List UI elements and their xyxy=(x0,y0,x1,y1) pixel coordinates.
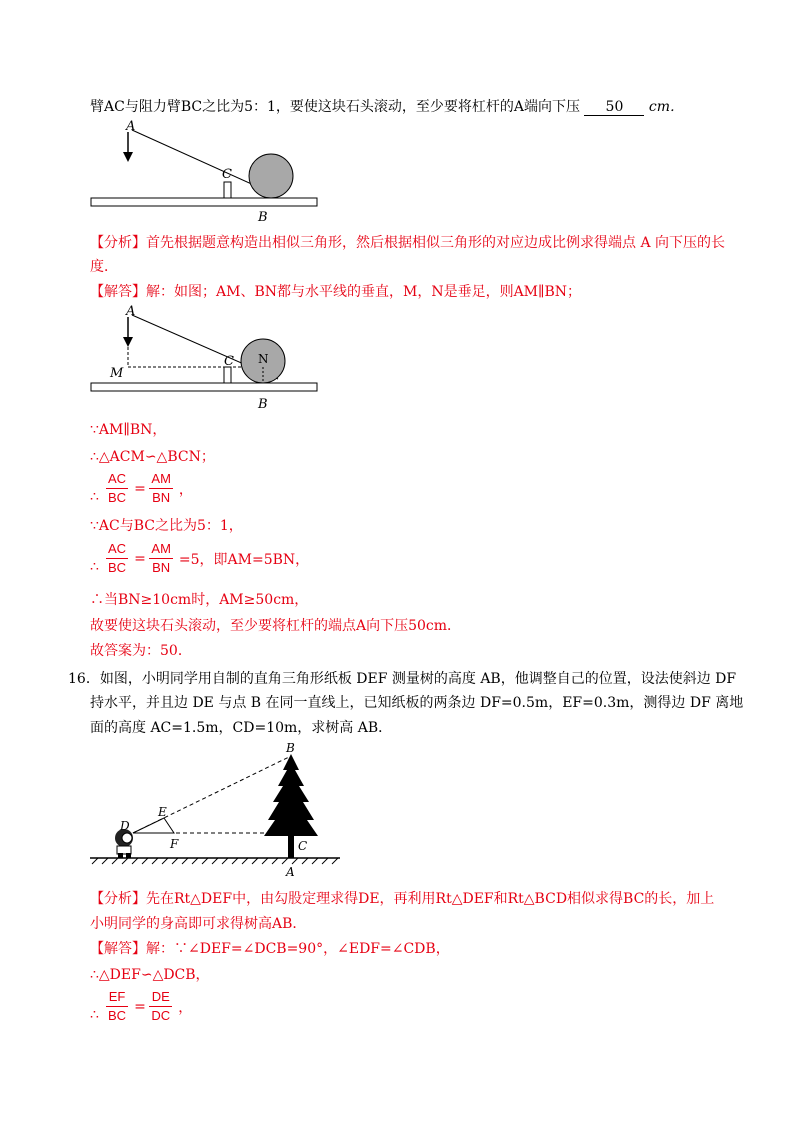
fig1-label-a: A xyxy=(126,119,136,134)
fig3-label-e: E xyxy=(158,805,167,819)
therefore-symbol: ∴ xyxy=(90,1007,99,1023)
step-4: ∴当BN≥10cm时，AM≥50cm， xyxy=(90,592,309,608)
intro-text: 臂AC与阻力臂BC之比为5：1，要使这块石头滚动，至少要将杠杆的A端向下压 xyxy=(90,99,581,115)
question-16-line-1: 16．如图，小明同学用自制的直角三角形纸板 DEF 测量树的高度 AB，他调整自己的位置，设法使斜边 DF xyxy=(68,671,737,687)
solution-2-step-2: ∴△DEF∽△DCB， xyxy=(90,967,210,983)
analysis-2-tag: 【分析】 xyxy=(90,891,146,907)
fig3-label-d: D xyxy=(120,819,130,833)
question-16-line-3: 面的高度 AC=1.5m，CD=10m，求树高 AB． xyxy=(90,720,393,736)
fig2-label-c: C xyxy=(224,354,234,369)
fig3-label-b: B xyxy=(286,741,295,755)
solution-1-line xyxy=(90,282,581,302)
fraction-ef-bc: $\frac{EF}{BC}$ xyxy=(108,989,127,1023)
fraction-ac-bc: $\frac{AC}{BC}$ xyxy=(108,541,127,575)
intro-line xyxy=(90,97,684,117)
fig1-label-c: C xyxy=(222,167,232,182)
equation-2: ∴ $\frac{AC}{BC}$ = $\frac{AM}{BN}$ =5，即AM=5BN， xyxy=(90,541,310,575)
analysis-1-tag: 【分析】 xyxy=(90,235,146,251)
equation-1: ∴ $\frac{AC}{BC}$ = $\frac{AM}{BN}$ ， xyxy=(90,471,193,505)
fraction-ac-bc: $\frac{AC}{BC}$ xyxy=(108,471,127,505)
fig2-label-m: M xyxy=(110,366,124,381)
solution-1-tag: 【解答】 xyxy=(90,284,146,300)
fig2-label-a: A xyxy=(126,305,136,319)
figure-lever-1 xyxy=(88,118,323,226)
figure-tree xyxy=(88,740,348,880)
answer-unit: cm． xyxy=(648,99,685,115)
step-5: 故要使这块石头滚动，至少要将杠杆的端点A向下压50cm． xyxy=(90,618,462,634)
analysis-2-line-1 xyxy=(90,889,714,909)
analysis-2-line-2: 小明同学的身高即可求得树高AB． xyxy=(90,916,307,932)
figure-lever-2 xyxy=(88,305,323,415)
analysis-2-text: 先在Rt△DEF中，由勾股定理求得DE，再利用Rt△DEF和Rt△BCD相似求得BC的长，加上 xyxy=(146,891,715,907)
analysis-1-line-1 xyxy=(90,233,725,253)
fig3-label-c: C xyxy=(298,839,308,853)
fraction-am-bn: $\frac{AM}{BN}$ xyxy=(151,541,171,575)
solution-1-text: 解：如图；AM、BN都与水平线的垂直，M，N是垂足，则AM∥BN； xyxy=(146,284,582,300)
step-1: ∵AM∥BN， xyxy=(90,422,167,438)
fig2-label-n: N xyxy=(258,352,269,366)
solution-2-line xyxy=(90,939,450,959)
step-2: ∴△ACM∽△BCN； xyxy=(90,449,215,465)
fraction-de-dc: $\frac{DE}{DC}$ xyxy=(151,989,171,1023)
step-3: ∵AC与BC之比为5：1， xyxy=(90,518,243,534)
fig1-label-b: B xyxy=(258,210,268,225)
fig3-label-f: F xyxy=(170,837,179,851)
fig2-label-b: B xyxy=(258,397,268,412)
therefore-symbol: ∴ xyxy=(90,489,99,505)
equation-3: ∴ $\frac{EF}{BC}$ = $\frac{DE}{DC}$ ， xyxy=(90,989,193,1023)
question-16-line-2: 持水平，并且边 DE 与点 B 在同一直线上，已知纸板的两条边 DF=0.5m，EF=0.3m，测得边 DF 离地 xyxy=(90,695,744,711)
therefore-symbol: ∴ xyxy=(90,559,99,575)
answer-blank: 50 xyxy=(584,99,644,116)
fig3-label-a: A xyxy=(286,865,295,879)
analysis-1-line-2: 度． xyxy=(90,259,118,275)
solution-2-text: 解：∵∠DEF=∠DCB=90°，∠EDF=∠CDB， xyxy=(146,941,450,957)
solution-2-tag: 【解答】 xyxy=(90,941,146,957)
analysis-1-text: 首先根据题意构造出相似三角形，然后根据相似三角形的对应边成比例求得端点 A 向下压的长 xyxy=(146,235,726,251)
step-6: 故答案为：50． xyxy=(90,643,192,659)
fraction-am-bn: $\frac{AM}{BN}$ xyxy=(151,471,171,505)
